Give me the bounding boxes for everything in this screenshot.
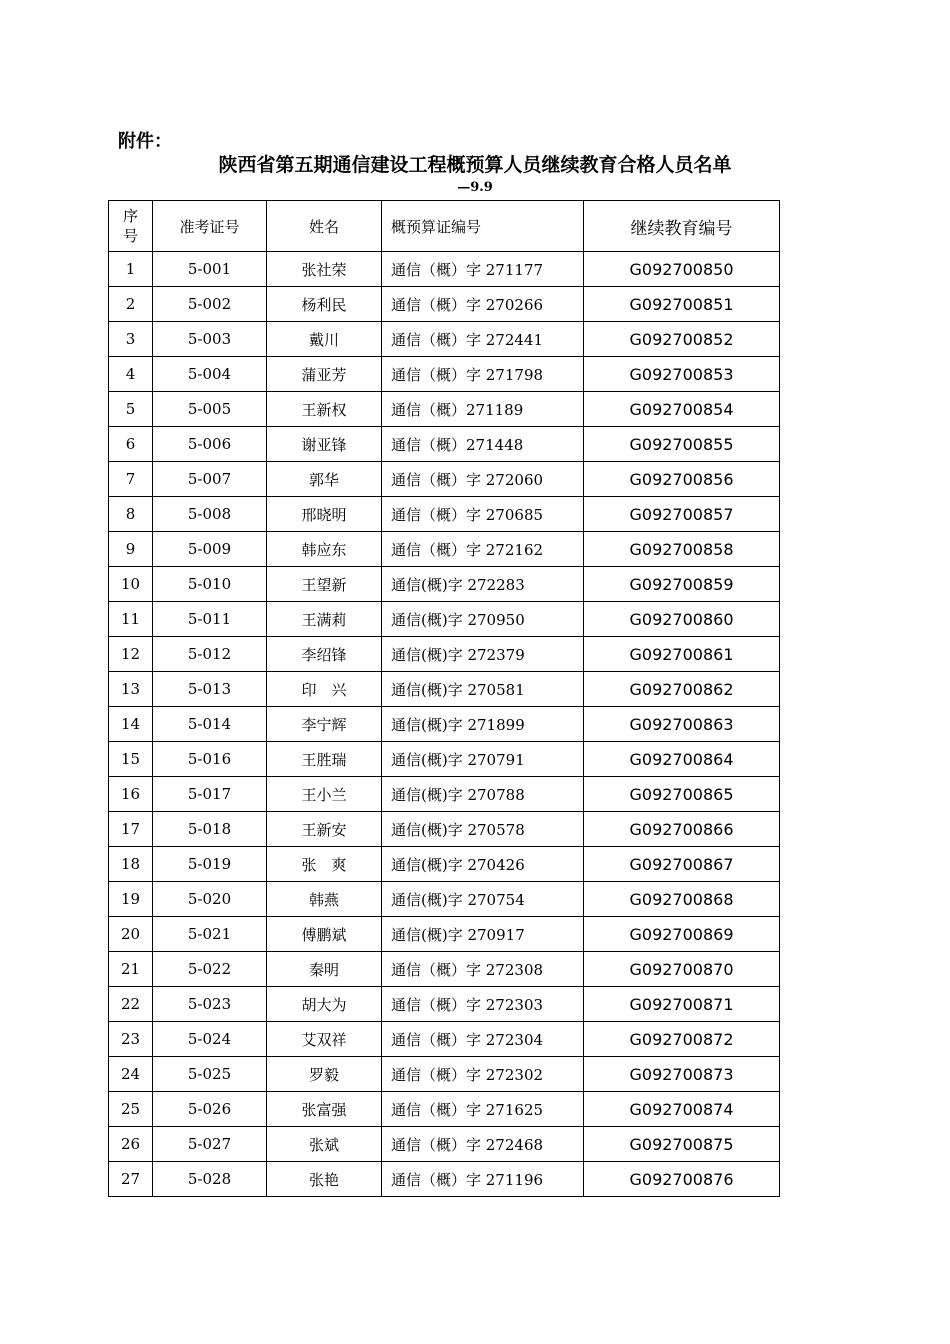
- cell-name: 罗毅: [267, 1057, 382, 1092]
- table-row: [109, 497, 780, 532]
- cell-cert-no: 通信（概）字 272468: [382, 1127, 584, 1162]
- cell-name: 张艳: [267, 1162, 382, 1197]
- cell-exam-no: 5-011: [153, 602, 267, 637]
- cell-exam-no: 5-020: [153, 882, 267, 917]
- cell-edu-no: G092700852: [584, 322, 780, 357]
- cell-edu-no: G092700866: [584, 812, 780, 847]
- cell-name: 胡大为: [267, 987, 382, 1022]
- cell-edu-no: G092700855: [584, 427, 780, 462]
- cell-exam-no: 5-001: [153, 252, 267, 287]
- cell-cert-no: 通信(概)字 271899: [382, 707, 584, 742]
- cell-cert-no: 通信（概）字 271625: [382, 1092, 584, 1127]
- cell-seq: 7: [109, 462, 153, 497]
- cell-cert-no: 通信（概）字 272308: [382, 952, 584, 987]
- cell-name: 艾双祥: [267, 1022, 382, 1057]
- cell-seq: 1: [109, 252, 153, 287]
- cell-name: 张斌: [267, 1127, 382, 1162]
- cell-exam-no: 5-014: [153, 707, 267, 742]
- cell-seq: 2: [109, 287, 153, 322]
- cell-cert-no: 通信(概)字 270426: [382, 847, 584, 882]
- cell-cert-no: 通信（概）字 271798: [382, 357, 584, 392]
- cell-seq: 8: [109, 497, 153, 532]
- cell-cert-no: 通信（概）字 272302: [382, 1057, 584, 1092]
- cell-name: 张富强: [267, 1092, 382, 1127]
- header-name: 姓名: [267, 201, 382, 252]
- cell-seq: 16: [109, 777, 153, 812]
- cell-cert-no: 通信（概）271448: [382, 427, 584, 462]
- cell-seq: 20: [109, 917, 153, 952]
- cell-seq: 19: [109, 882, 153, 917]
- cell-seq: 24: [109, 1057, 153, 1092]
- cell-seq: 3: [109, 322, 153, 357]
- cell-cert-no: 通信（概）字 271177: [382, 252, 584, 287]
- cell-cert-no: 通信(概)字 270791: [382, 742, 584, 777]
- header-seq: [109, 201, 153, 252]
- cell-cert-no: 通信(概)字 270578: [382, 812, 584, 847]
- cell-cert-no: 通信（概）字 271196: [382, 1162, 584, 1197]
- cell-exam-no: 5-016: [153, 742, 267, 777]
- cell-cert-no: 通信(概)字 270581: [382, 672, 584, 707]
- cell-seq: 25: [109, 1092, 153, 1127]
- table-row: [109, 882, 780, 917]
- cell-cert-no: 通信（概）字 270266: [382, 287, 584, 322]
- cell-name: 戴川: [267, 322, 382, 357]
- cell-name: 蒲亚芳: [267, 357, 382, 392]
- cell-edu-no: G092700872: [584, 1022, 780, 1057]
- table-row: [109, 532, 780, 567]
- table-row: [109, 287, 780, 322]
- cell-edu-no: G092700856: [584, 462, 780, 497]
- cell-seq: 9: [109, 532, 153, 567]
- cell-name: 李绍锋: [267, 637, 382, 672]
- cell-exam-no: 5-005: [153, 392, 267, 427]
- cell-seq: 26: [109, 1127, 153, 1162]
- cell-edu-no: G092700868: [584, 882, 780, 917]
- cell-edu-no: G092700869: [584, 917, 780, 952]
- cell-exam-no: 5-012: [153, 637, 267, 672]
- cell-seq: 5: [109, 392, 153, 427]
- cell-edu-no: G092700853: [584, 357, 780, 392]
- cell-name: 印 兴: [267, 672, 382, 707]
- table-row: [109, 672, 780, 707]
- cell-exam-no: 5-019: [153, 847, 267, 882]
- cell-cert-no: 通信(概)字 270754: [382, 882, 584, 917]
- cell-seq: 10: [109, 567, 153, 602]
- cell-cert-no: 通信（概）字 272060: [382, 462, 584, 497]
- cell-cert-no: 通信(概)字 270917: [382, 917, 584, 952]
- cell-exam-no: 5-024: [153, 1022, 267, 1057]
- table-row: [109, 1022, 780, 1057]
- cell-cert-no: 通信(概)字 272283: [382, 567, 584, 602]
- table-row: [109, 1057, 780, 1092]
- cell-name: 郭华: [267, 462, 382, 497]
- table-row: [109, 427, 780, 462]
- cell-cert-no: 通信(概)字 270950: [382, 602, 584, 637]
- cell-seq: 18: [109, 847, 153, 882]
- cell-name: 张社荣: [267, 252, 382, 287]
- cell-exam-no: 5-026: [153, 1092, 267, 1127]
- cell-cert-no: 通信（概）字 270685: [382, 497, 584, 532]
- cell-exam-no: 5-009: [153, 532, 267, 567]
- cell-exam-no: 5-021: [153, 917, 267, 952]
- table-row: [109, 1127, 780, 1162]
- cell-cert-no: 通信(概)字 272379: [382, 637, 584, 672]
- cell-seq: 27: [109, 1162, 153, 1197]
- cell-exam-no: 5-004: [153, 357, 267, 392]
- cell-edu-no: G092700865: [584, 777, 780, 812]
- cell-exam-no: 5-028: [153, 1162, 267, 1197]
- cell-exam-no: 5-010: [153, 567, 267, 602]
- cell-name: 傅鹏斌: [267, 917, 382, 952]
- cell-cert-no: 通信（概）字 272303: [382, 987, 584, 1022]
- header-exam-no: 准考证号: [153, 201, 267, 252]
- cell-name: 王小兰: [267, 777, 382, 812]
- cell-edu-no: G092700859: [584, 567, 780, 602]
- document-subtitle: —9.9: [457, 180, 493, 195]
- cell-edu-no: G092700874: [584, 1092, 780, 1127]
- cell-name: 韩燕: [267, 882, 382, 917]
- cell-name: 王新权: [267, 392, 382, 427]
- header-edu-no: 继续教育编号: [584, 201, 780, 252]
- cell-exam-no: 5-025: [153, 1057, 267, 1092]
- cell-edu-no: G092700851: [584, 287, 780, 322]
- cell-edu-no: G092700858: [584, 532, 780, 567]
- cell-exam-no: 5-018: [153, 812, 267, 847]
- table-row: [109, 637, 780, 672]
- cell-seq: 13: [109, 672, 153, 707]
- table-row: [109, 357, 780, 392]
- cell-name: 王满莉: [267, 602, 382, 637]
- cell-edu-no: G092700867: [584, 847, 780, 882]
- table-row: [109, 322, 780, 357]
- cell-cert-no: 通信(概)字 270788: [382, 777, 584, 812]
- table-row: [109, 1162, 780, 1197]
- cell-exam-no: 5-002: [153, 287, 267, 322]
- cell-seq: 22: [109, 987, 153, 1022]
- cell-name: 韩应东: [267, 532, 382, 567]
- cell-name: 杨利民: [267, 287, 382, 322]
- cell-exam-no: 5-003: [153, 322, 267, 357]
- cell-exam-no: 5-013: [153, 672, 267, 707]
- table-row: [109, 602, 780, 637]
- cell-name: 王新安: [267, 812, 382, 847]
- table-header-row: [109, 201, 780, 252]
- cell-seq: 11: [109, 602, 153, 637]
- cell-edu-no: G092700857: [584, 497, 780, 532]
- table-row: [109, 952, 780, 987]
- table-row: [109, 567, 780, 602]
- cell-name: 王望新: [267, 567, 382, 602]
- cell-edu-no: G092700870: [584, 952, 780, 987]
- cell-name: 邢晓明: [267, 497, 382, 532]
- cell-exam-no: 5-022: [153, 952, 267, 987]
- document-title: 陕西省第五期通信建设工程概预算人员继续教育合格人员名单: [218, 154, 732, 176]
- cell-edu-no: G092700861: [584, 637, 780, 672]
- table-row: [109, 462, 780, 497]
- cell-exam-no: 5-007: [153, 462, 267, 497]
- cell-name: 李宁辉: [267, 707, 382, 742]
- cell-seq: 23: [109, 1022, 153, 1057]
- cell-edu-no: G092700864: [584, 742, 780, 777]
- cell-cert-no: 通信（概）字 272304: [382, 1022, 584, 1057]
- table-row: [109, 987, 780, 1022]
- qualified-personnel-table: [108, 200, 780, 1197]
- cell-exam-no: 5-008: [153, 497, 267, 532]
- table-row: [109, 1092, 780, 1127]
- table-row: [109, 917, 780, 952]
- cell-seq: 14: [109, 707, 153, 742]
- cell-edu-no: G092700863: [584, 707, 780, 742]
- cell-seq: 21: [109, 952, 153, 987]
- cell-cert-no: 通信（概）字 272162: [382, 532, 584, 567]
- table-row: [109, 707, 780, 742]
- cell-cert-no: 通信（概）字 272441: [382, 322, 584, 357]
- table-row: [109, 392, 780, 427]
- cell-name: 谢亚锋: [267, 427, 382, 462]
- cell-seq: 12: [109, 637, 153, 672]
- header-cert-no: 概预算证编号: [382, 201, 584, 252]
- table-row: [109, 777, 780, 812]
- table-row: [109, 742, 780, 777]
- cell-cert-no: 通信（概）271189: [382, 392, 584, 427]
- cell-edu-no: G092700873: [584, 1057, 780, 1092]
- cell-edu-no: G092700854: [584, 392, 780, 427]
- cell-exam-no: 5-006: [153, 427, 267, 462]
- cell-name: 秦明: [267, 952, 382, 987]
- cell-name: 张 爽: [267, 847, 382, 882]
- table-row: [109, 847, 780, 882]
- cell-edu-no: G092700876: [584, 1162, 780, 1197]
- cell-exam-no: 5-023: [153, 987, 267, 1022]
- cell-edu-no: G092700871: [584, 987, 780, 1022]
- cell-edu-no: G092700862: [584, 672, 780, 707]
- cell-seq: 6: [109, 427, 153, 462]
- cell-edu-no: G092700850: [584, 252, 780, 287]
- cell-seq: 15: [109, 742, 153, 777]
- cell-name: 王胜瑞: [267, 742, 382, 777]
- cell-edu-no: G092700860: [584, 602, 780, 637]
- attachment-label: 附件：: [118, 131, 172, 152]
- cell-seq: 17: [109, 812, 153, 847]
- header-seq-label: 序 号: [122, 207, 138, 245]
- table-row: [109, 252, 780, 287]
- cell-edu-no: G092700875: [584, 1127, 780, 1162]
- cell-exam-no: 5-017: [153, 777, 267, 812]
- cell-exam-no: 5-027: [153, 1127, 267, 1162]
- table-row: [109, 812, 780, 847]
- cell-seq: 4: [109, 357, 153, 392]
